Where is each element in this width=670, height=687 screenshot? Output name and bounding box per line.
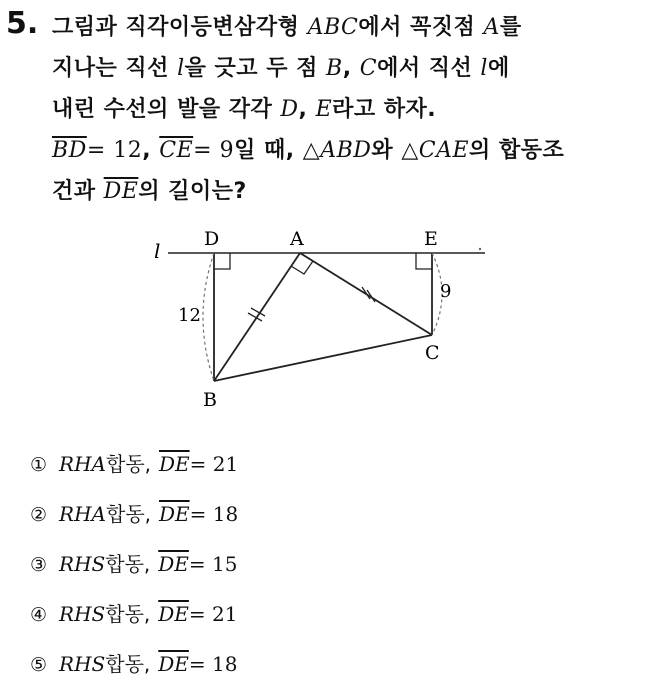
congruence-word: 합동, [105, 552, 151, 576]
right-angle-e [416, 253, 432, 269]
math-symbol: ABD [320, 138, 372, 163]
arc-bd [203, 253, 214, 381]
choice-4[interactable] [30, 598, 237, 627]
congruence-word: 합동, [105, 652, 151, 676]
text-run: 의 길이는? [138, 179, 247, 204]
question-line-4 [52, 133, 564, 164]
text-run: 에 [487, 56, 510, 81]
point-b-label: B [203, 389, 217, 411]
question-line-5 [52, 174, 247, 205]
congruence-word: 합동, [106, 502, 151, 526]
point-a-label: A [290, 228, 304, 250]
choice-2[interactable] [30, 498, 238, 527]
segment-symbol: $\overline{BD}$ [52, 138, 87, 163]
math-value: △ [401, 138, 419, 163]
text-run: 에서 직선 [377, 56, 481, 81]
text-run: 의 합동조 [469, 138, 565, 163]
congruence-condition: RHS [59, 602, 106, 626]
math-symbol: l [177, 56, 185, 81]
choice-number: ① [30, 454, 48, 476]
congruence-condition: RHA [59, 452, 106, 476]
choice-number: ② [30, 504, 48, 526]
text-run: , [298, 97, 316, 122]
math-symbol: B [326, 56, 343, 81]
text-run: 를 [499, 15, 522, 40]
math-value: = 12 [86, 138, 143, 163]
text-run: , [342, 56, 360, 81]
congruence-condition: RHS [59, 552, 106, 576]
text-run: 지나는 직선 [52, 56, 178, 81]
math-symbol: A [483, 15, 500, 40]
length-ce-label: 9 [440, 281, 452, 302]
text-run: 라고 하자. [332, 97, 437, 122]
dot-mark [479, 248, 481, 250]
math-symbol: D [280, 97, 299, 122]
segment-symbol: $\overline{DE}$ [103, 179, 139, 204]
text-run: 을 긋고 두 점 [184, 56, 327, 81]
right-angle-d [214, 253, 230, 269]
length-bd-label: 12 [178, 305, 201, 326]
question-number: 5. [6, 6, 39, 41]
segment-symbol: $\overline{CE}$ [159, 138, 194, 163]
segment-bc [214, 335, 432, 381]
choice-number: ④ [30, 604, 48, 626]
choice-number: ⑤ [30, 654, 48, 676]
math-symbol: E [315, 97, 333, 122]
choice-value: = 18 [188, 652, 238, 676]
segment-symbol: $\overline{DE}$ [159, 502, 190, 526]
point-c-label: C [425, 342, 440, 364]
math-symbol: l [480, 56, 488, 81]
segment-symbol: $\overline{DE}$ [158, 652, 189, 676]
text-run: 일 때, [234, 138, 303, 163]
math-symbol: C [359, 56, 378, 81]
question-line-1 [52, 10, 522, 41]
congruence-word: 합동, [106, 452, 151, 476]
segment-symbol: $\overline{DE}$ [158, 552, 189, 576]
point-e-label: E [424, 228, 438, 250]
congruence-condition: RHA [59, 502, 106, 526]
question-line-2 [52, 51, 510, 82]
text-run: , [142, 138, 160, 163]
geometry-figure [140, 225, 500, 415]
choice-value: = 21 [189, 452, 239, 476]
math-symbol: ABC [307, 15, 359, 40]
text-run: 건과 [52, 179, 104, 204]
math-value: △ [302, 138, 321, 163]
text-run: 그림과 직각이등변삼각형 [52, 15, 308, 40]
segment-symbol: $\overline{DE}$ [158, 602, 189, 626]
segment-symbol: $\overline{DE}$ [159, 452, 190, 476]
text-run: 와 [371, 138, 402, 163]
point-d-label: D [204, 228, 220, 250]
math-value: = 9 [193, 138, 235, 163]
choice-number: ③ [30, 554, 48, 576]
segment-ab [214, 253, 300, 381]
question-line-3 [52, 92, 436, 123]
choice-value: = 18 [189, 502, 239, 526]
choice-3[interactable] [30, 548, 237, 577]
line-l-label: l [154, 239, 161, 263]
text-run: 에서 꼭짓점 [358, 15, 484, 40]
choice-1[interactable] [30, 448, 238, 477]
math-symbol: CAE [418, 138, 470, 163]
choice-5[interactable] [30, 648, 237, 677]
choice-value: = 21 [188, 602, 238, 626]
choice-value: = 15 [188, 552, 238, 576]
congruence-condition: RHS [59, 652, 106, 676]
text-run: 내린 수선의 발을 각각 [52, 97, 281, 122]
congruence-word: 합동, [105, 602, 151, 626]
